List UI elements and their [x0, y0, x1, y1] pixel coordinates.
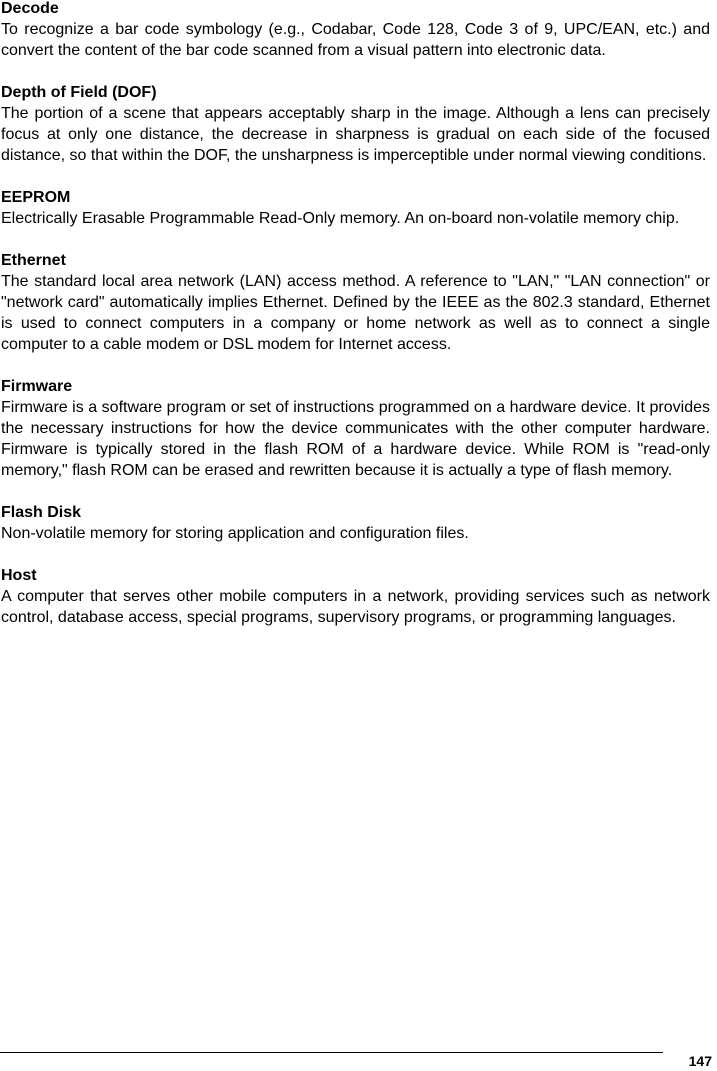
glossary-definition: The standard local area network (LAN) access method. A reference to "LAN," "LAN connection" or "network card" automatically implies Ethernet. Defined by the IEEE as the 802.3 standard, Ethernet is used to connect computers in a company or home network as well as to connect a single computer to a cable modem or DSL modem for Internet access. — [1, 273, 710, 353]
glossary-definition: A computer that serves other mobile computers in a network, providing services such as network control, database access, special programs, supervisory programs, or programming languages. — [1, 588, 710, 626]
glossary-entry-flash-disk — [1, 502, 710, 544]
glossary-entry-depth-of-field — [1, 82, 710, 166]
page-number: 147 — [688, 1053, 712, 1069]
glossary-term: Depth of Field (DOF) — [1, 84, 157, 101]
glossary-entry-decode — [1, 0, 710, 61]
glossary-term: Ethernet — [1, 252, 66, 269]
glossary-definition: Electrically Erasable Programmable Read-Only memory. An on-board non-volatile memory chip. — [1, 210, 680, 227]
glossary-term: Firmware — [1, 378, 73, 395]
glossary-definition: Non-volatile memory for storing application and configuration files. — [1, 525, 469, 542]
glossary-entry-ethernet — [1, 250, 710, 355]
glossary-entry-host — [1, 565, 710, 628]
glossary-term: Decode — [1, 0, 59, 17]
glossary-definition: The portion of a scene that appears acceptably sharp in the image. Although a lens can precisely focus at only one distance, the decrease in sharpness is gradual on each side of the focused distance, so that within the DOF, the unsharpness is imperceptible under normal viewing conditions. — [1, 105, 710, 164]
glossary-entry-eeprom — [1, 187, 710, 229]
glossary-definition: Firmware is a software program or set of instructions programmed on a hardware device. It provides the necessary instructions for how the device communicates with the other computer hardware. Firmware is typically stored in the flash ROM of a hardware device. While ROM is "read-only memory," flash ROM can be erased and rewritten because it is actually a type of flash memory. — [1, 399, 710, 479]
glossary-content — [1, 0, 710, 649]
glossary-term: Host — [1, 567, 37, 584]
glossary-term: EEPROM — [1, 189, 71, 206]
glossary-term: Flash Disk — [1, 504, 82, 521]
glossary-entry-firmware — [1, 376, 710, 481]
footer-divider — [0, 1052, 663, 1053]
glossary-definition: To recognize a bar code symbology (e.g., Codabar, Code 128, Code 3 of 9, UPC/EAN, etc.) and convert the content of the bar code scanned from a visual pattern into electronic data. — [1, 21, 710, 59]
